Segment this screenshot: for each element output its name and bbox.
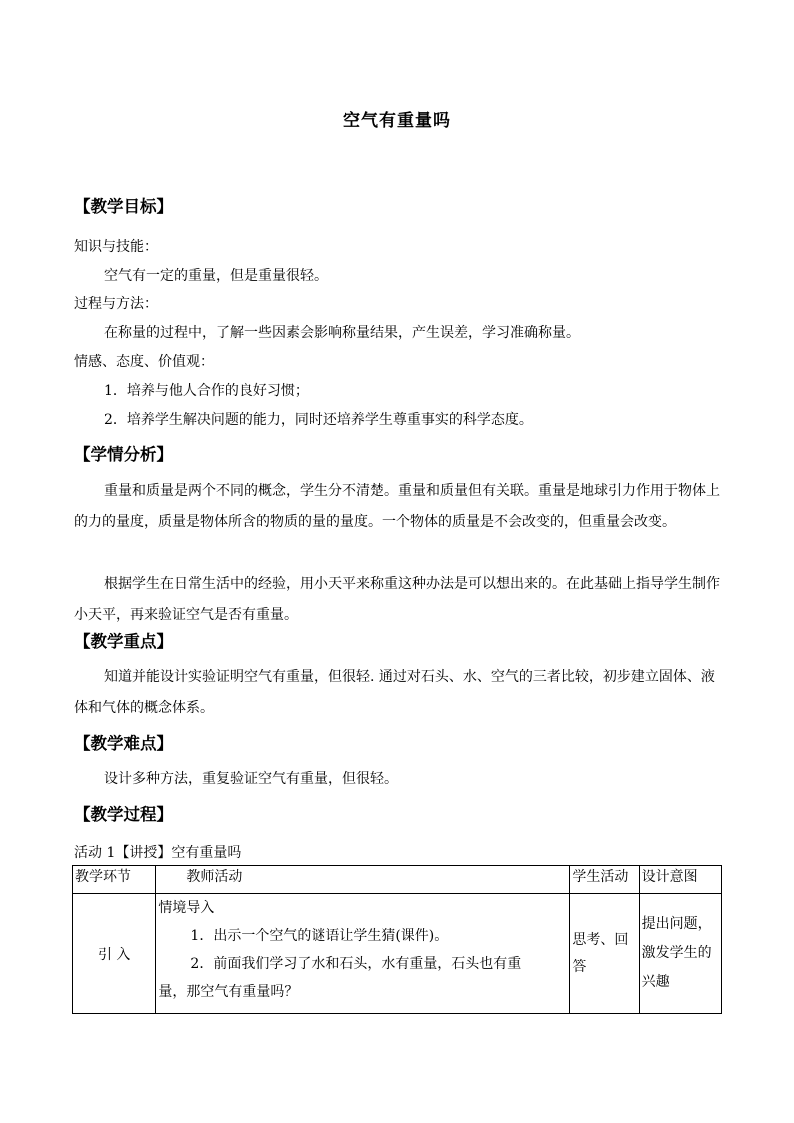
design-intent-cell: 提出问题，激发学生的兴趣	[639, 894, 721, 1014]
teacher-item-2a: 2．前面我们学习了水和石头，水有重量，石头也有重	[190, 956, 522, 972]
section-heading-analysis: 【学情分析】	[74, 445, 173, 464]
student-activity-cell: 思考、回答	[570, 894, 639, 1014]
emotion-item-1: 1．培养与他人合作的良好习惯；	[104, 383, 309, 399]
teacher-item-2b: 量，那空气有重量吗？	[158, 984, 299, 1000]
analysis-paragraph-2: 根据学生在日常生活中的经验，用小天平来称重这种办法是可以想出来的。在此基础上指导学生制作小天平，再来验证空气是否有重量。	[74, 576, 720, 623]
section-heading-objectives: 【教学目标】	[74, 197, 173, 216]
emotion-label: 情感、态度、价值观：	[74, 354, 214, 370]
page-title: 空气有重量吗	[343, 111, 451, 131]
process-text: 在称量的过程中，了解一些因素会影响称量结果，产生误差，学习准确称量。	[104, 325, 580, 341]
header-teacher: 教师活动	[156, 866, 570, 894]
activity-title: 活动 1【讲授】空有重量吗	[74, 845, 242, 861]
teacher-activity-cell	[156, 894, 570, 1014]
emotion-item-2: 2．培养学生解决问题的能力，同时还培养学生尊重事实的科学态度。	[104, 412, 533, 428]
stage-cell: 引 入	[73, 894, 156, 1014]
knowledge-label: 知识与技能：	[74, 239, 158, 255]
table-row	[73, 894, 722, 1014]
analysis-paragraph-1: 重量和质量是两个不同的概念，学生分不清楚。重量和质量但有关联。重量是地球引力作用于物体上的力的量度，质量是物体所含的物质的量的量度。一个物体的质量是不会改变的，但重量会改变。	[74, 483, 720, 530]
header-stage: 教学环节	[73, 866, 156, 894]
teacher-item-1: 1．出示一个空气的谜语让学生猜(课件)。	[190, 928, 449, 944]
header-intent: 设计意图	[639, 866, 721, 894]
key-points-text: 知道并能设计实验证明空气有重量，但很轻. 通过对石头、水、空气的三者比较，初步建立固体、液体和气体的概念体系。	[74, 669, 715, 716]
process-label: 过程与方法：	[74, 296, 158, 312]
section-heading-process: 【教学过程】	[74, 805, 173, 824]
section-heading-difficulties: 【教学难点】	[74, 734, 173, 753]
table-header-row	[73, 866, 722, 894]
teacher-title: 情境导入	[158, 900, 215, 916]
header-student: 学生活动	[570, 866, 639, 894]
knowledge-text: 空气有一定的重量，但是重量很轻。	[104, 268, 328, 284]
difficulties-text: 设计多种方法，重复验证空气有重量，但很轻。	[104, 771, 398, 787]
lesson-table	[72, 865, 722, 1014]
section-heading-key-points: 【教学重点】	[74, 632, 173, 651]
